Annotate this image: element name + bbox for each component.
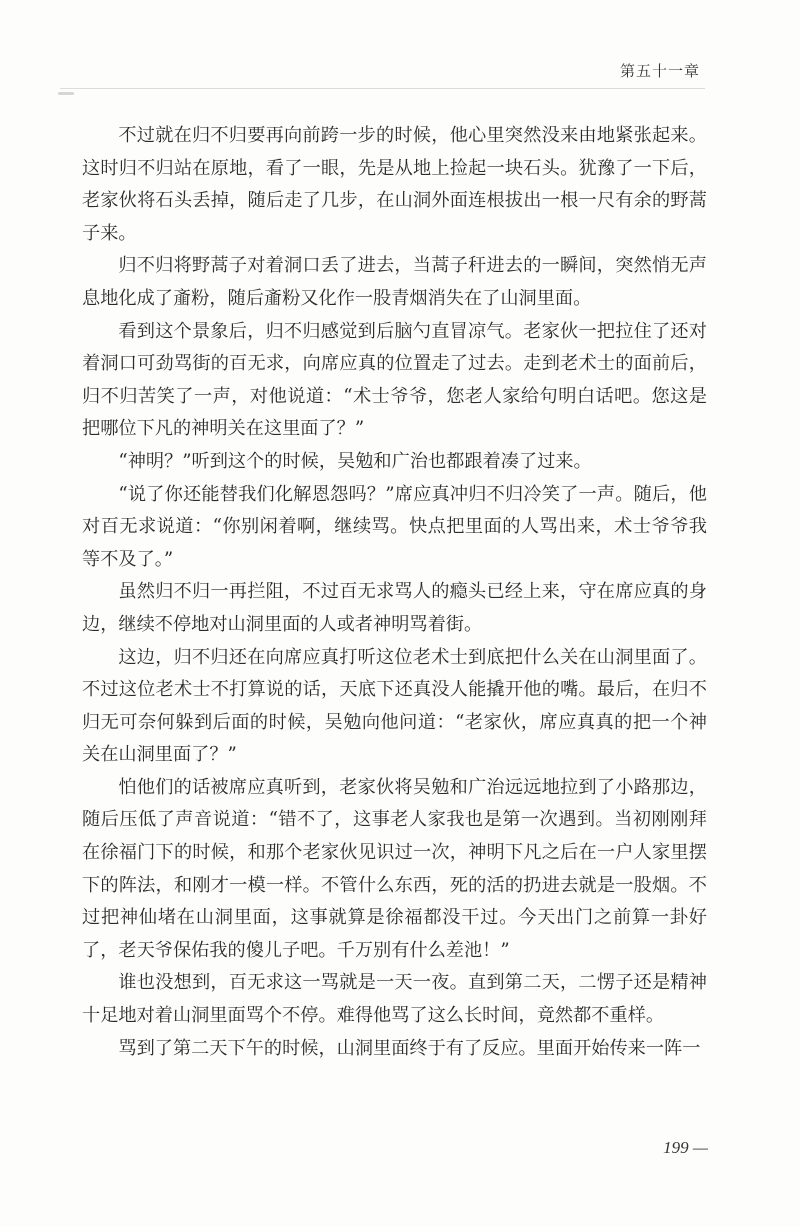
- paragraph: “神明？”听到这个的时候，吴勉和广治也都跟着凑了过来。: [118, 450, 592, 472]
- scan-smudge: [58, 92, 74, 95]
- paragraph: 不过就在归不归要再向前跨一步的时候，他心里突然没来由地紧张起来。这时归不归站在原地，看了一眼，先是从地上捡起一块石头。犹豫了一下后，老家伙将石头丢掉，随后走了几步，在山洞外面连根拔出一根一尺有余的野蒿子来。: [82, 125, 707, 244]
- body-text: [82, 120, 707, 1065]
- paragraph: “说了你还能替我们化解恩怨吗？”席应真冲归不归冷笑了一声。随后，他对百无求说道：“你别闲着啊，继续骂。快点把里面的人骂出来，术士爷爷我等不及了。”: [82, 483, 707, 570]
- paragraph: 这边，归不归还在向席应真打听这位老术士到底把什么关在山洞里面了。不过这位老术士不打算说的话，天底下还真没人能撬开他的嘴。最后，在归不归无可奈何躲到后面的时候，吴勉向他问道：“老家伙，席应真真的把一个神关在山洞里面了？”: [82, 646, 707, 766]
- header-rule: [60, 88, 705, 89]
- page-number: 199 —: [663, 1138, 708, 1157]
- paragraph: 谁也没想到，百无求这一骂就是一天一夜。直到第二天，二愣子还是精神十足地对着山洞里面骂个不停。难得他骂了这么长时间，竟然都不重样。: [82, 972, 707, 1027]
- paragraph: 骂到了第二天下午的时候，山洞里面终于有了反应。里面开始传来一阵一: [118, 1037, 701, 1059]
- paragraph: 看到这个景象后，归不归感觉到后脑勺直冒凉气。老家伙一把拉住了还对着洞口可劲骂街的百无求，向席应真的位置走了过去。走到老术士的面前后，归不归苦笑了一声，对他说道：“术士爷爷，您老人家给句明白话吧。您这是把哪位下凡的神明关在这里面了？”: [82, 320, 707, 440]
- chapter-running-head: 第五十一章: [619, 62, 700, 80]
- paragraph: 怕他们的话被席应真听到，老家伙将吴勉和广治远远地拉到了小路那边，随后压低了声音说道：“错不了，这事老人家我也是第一次遇到。当初刚刚拜在徐福门下的时候，和那个老家伙见识过一次，神明下凡之后在一户人家里摆下的阵法，和刚才一模一样。不管什么东西，死的活的扔进去就是一股烟。不过把神仙堵在山洞里面，这事就算是徐福都没干过。今天出门之前算一卦好了，老天爷保佑我的傻儿子吧。千万别有什么差池！”: [82, 776, 707, 961]
- paragraph: 归不归将野蒿子对着洞口丢了进去，当蒿子秆进去的一瞬间，突然悄无声息地化成了齑粉，随后齑粉又化作一股青烟消失在了山洞里面。: [82, 255, 707, 309]
- paragraph: 虽然归不归一再拦阻，不过百无求骂人的瘾头已经上来，守在席应真的身边，继续不停地对山洞里面的人或者神明骂着街。: [82, 581, 707, 635]
